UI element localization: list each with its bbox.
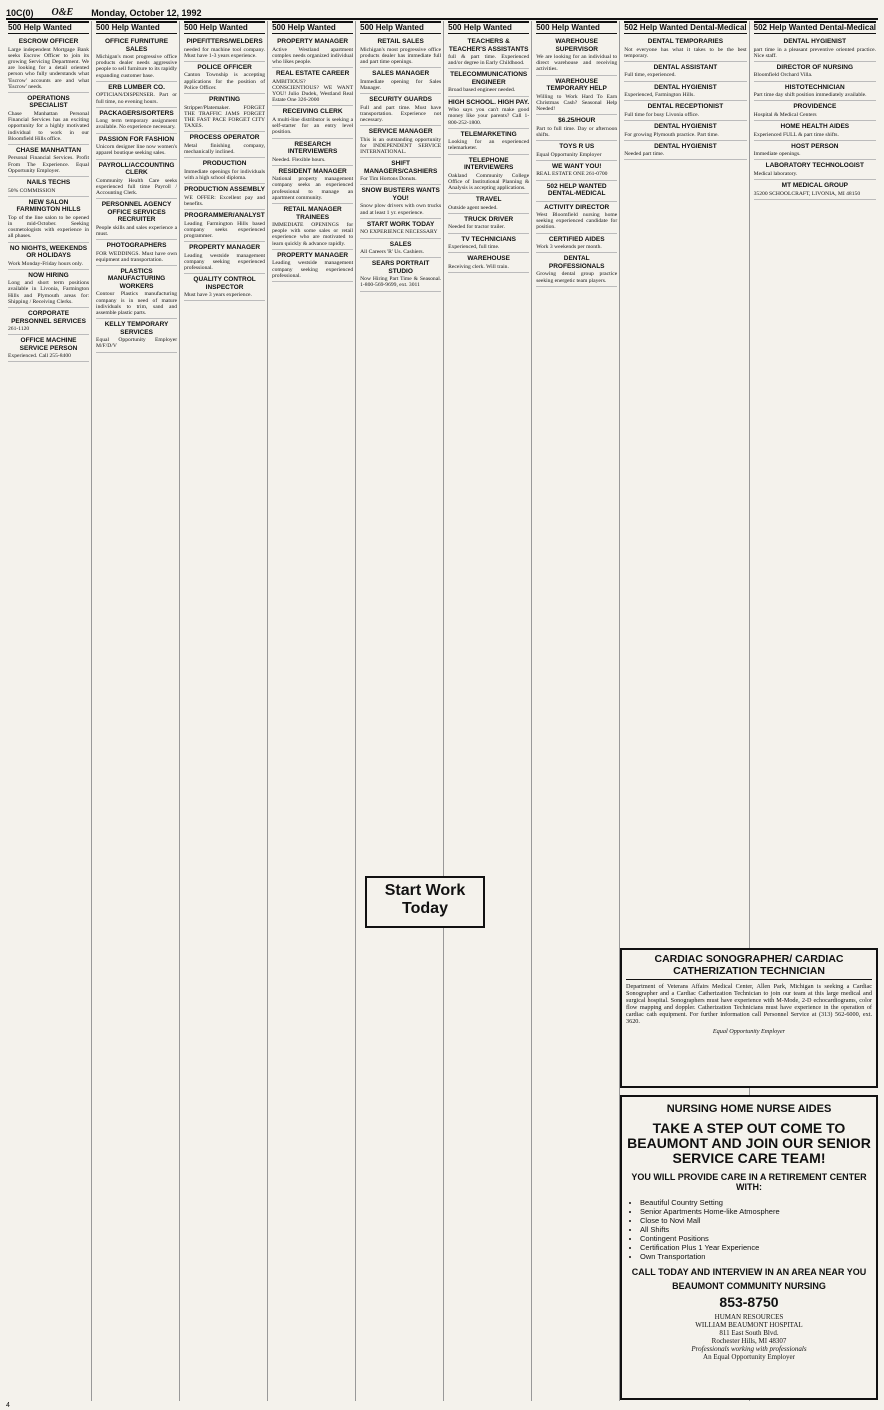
ad-title: TELEMARKETING [460, 130, 517, 138]
ad-title: RETAIL MANAGER TRAINEES [283, 206, 342, 221]
ad-body: Needed part time. [624, 151, 665, 158]
ad-body: Leading Farmington Hills based company seeks experienced programmer. [184, 220, 266, 239]
ad-title: DENTAL HYGIENIST [654, 142, 717, 150]
ad-body: needed for machine tool company. Must have 1-3 years experience. [184, 46, 266, 59]
issue-date: Monday, October 12, 1992 [91, 8, 202, 18]
nursing-ad [620, 1095, 878, 1400]
classified-ad [360, 158, 441, 185]
ad-title: RESEARCH INTERVIEWERS [287, 140, 338, 156]
ad-title: PERSONNEL AGENCY OFFICE SERVICES RECRUITER [101, 201, 172, 224]
classified-ad [536, 141, 617, 161]
ad-body: Michigan's most progressive office products dealer has immediate full and part time openings. [360, 46, 442, 65]
start-work-line2: Today [402, 900, 448, 917]
classified-ad [754, 101, 876, 121]
ad-body: National property management company seeks an experienced professional to manage an apartment community. [272, 176, 354, 201]
nursing-ad-item: • Certification Plus 1 Year Experience [640, 1243, 872, 1252]
ad-body: Now Hiring Part Time & Seasonal. 1-800-569-9699, ext. 3011 [360, 276, 442, 289]
ad-title: PLASTICS MANUFACTURING WORKERS [107, 267, 166, 290]
ad-title: CORPORATE PERSONNEL SERVICES [11, 310, 86, 325]
column-6 [446, 21, 532, 1401]
ad-body: NO EXPERIENCE NECESSARY [360, 229, 438, 236]
column-1 [6, 21, 92, 1401]
classified-ad [96, 82, 177, 108]
ad-title: SALES [389, 240, 412, 248]
classified-ad [272, 204, 353, 250]
classified-ad [96, 319, 177, 352]
classified-ad [96, 160, 177, 200]
ad-title: WAREHOUSE [467, 255, 510, 263]
classified-ad [754, 180, 876, 200]
ad-title: DENTAL HYGIENIST [654, 83, 717, 91]
ad-title: PROPERTY MANAGER [277, 251, 349, 259]
ad-title: WAREHOUSE SUPERVISOR [555, 38, 599, 53]
ad-title: TRAVEL [475, 196, 502, 204]
classified-ad [8, 177, 89, 197]
classified-ad [184, 158, 265, 184]
classified-ad [536, 115, 617, 141]
ad-title: RESIDENT MANAGER [278, 167, 347, 175]
ad-body: People skills and sales experience a must. [96, 224, 178, 237]
classified-ad [624, 36, 746, 62]
ad-title: POLICE OFFICER [197, 63, 252, 71]
ad-body: Immediate openings. [753, 151, 801, 158]
cardiac-ad-eoe: Equal Opportunity Employer [712, 1028, 786, 1035]
nursing-ad-item: • Contingent Positions [640, 1234, 872, 1243]
column-heading: 500 Help Wanted [184, 21, 265, 34]
ad-title: DENTAL TEMPORARIES [647, 38, 724, 45]
classified-ad [360, 68, 441, 94]
classified-ad [184, 36, 265, 62]
ad-title: TOYS R US [559, 143, 595, 151]
ad-title: DENTAL HYGIENIST [783, 38, 847, 45]
classified-ad [624, 82, 746, 102]
ad-title: PRODUCTION ASSEMBLY [184, 186, 265, 194]
classified-ad [8, 335, 89, 362]
ad-title: PHOTOGRAPHERS [106, 242, 167, 250]
ad-title: SEARS PORTRAIT STUDIO [371, 260, 430, 275]
classified-ad [272, 139, 353, 166]
column-heading: 500 Help Wanted [536, 21, 617, 34]
ad-title: NAILS TECHS [26, 179, 71, 187]
ad-title: DENTAL RECEPTIONIST [647, 103, 724, 111]
ad-title: PROVIDENCE [793, 103, 837, 111]
classified-ad [8, 36, 89, 93]
column-4 [270, 21, 356, 1401]
ad-body: Immediate openings for individuals with a high school diploma. [184, 168, 266, 181]
ad-title: OFFICE MACHINE SERVICE PERSON [19, 337, 78, 352]
ad-title: RETAIL SALES [377, 38, 424, 45]
ad-body: Community Health Care seeks experienced full time Payroll / Accounting Clerk. [96, 177, 178, 196]
ad-title: START WORK TODAY [366, 220, 435, 228]
ad-body: Full time for busy Livonia office. [624, 111, 699, 118]
classified-ad [96, 266, 177, 319]
ad-title: HIGH SCHOOL. HIGH PAY. [448, 98, 530, 106]
ad-body: Unicorn designer line now women's apparel boutique seeking sales. [96, 144, 178, 157]
classified-ad [184, 242, 265, 274]
classified-ad [754, 62, 876, 82]
column-heading: 500 Help Wanted [272, 21, 353, 34]
cardiac-ad-title: CARDIAC SONOGRAPHER/ CARDIAC CATHERIZATION TECHNICIAN [626, 954, 872, 980]
ad-title: PROGRAMMER/ANALYST [184, 212, 265, 220]
ad-body: Work 3 weekends per month. [536, 244, 602, 251]
classified-ad [536, 161, 617, 181]
ad-title: HISTOTECHNICIAN [784, 83, 845, 91]
classified-ad [8, 308, 89, 335]
ad-title: SNOW BUSTERS WANTS YOU! [361, 187, 440, 202]
ad-body: Experienced, full time. [448, 244, 500, 251]
classified-ad [754, 141, 876, 161]
ad-title: DIRECTOR OF NURSING [776, 63, 854, 71]
cardiac-ad-body: Department of Veterans Affairs Medical Center, Allen Park, Michigan is seeking a Cardiac Sonographer and a Cardiac Catherization Technician to join our team at this large medical and surgical hospital. Sonographers must have experience with M-Mode, 2-D echocardiograms, color flow mapping and doppler. Catherization Technicians must have experience in the operation of cardiac cath equipment. For further information call Personnel Service at (313) 562-6000, ext. 3620. [626, 983, 872, 1025]
ad-body: IMMEDIATE OPENINGS for people with some sales or retail experience who are motivated to learn quickly & advance rapidly. [272, 222, 354, 247]
ad-body: Part to full time. Day or afternoon shifts. [536, 125, 618, 138]
masthead [6, 4, 878, 20]
classified-ad [448, 253, 529, 273]
ad-body: We are looking for an individual to direct warehouse and receiving activities. [536, 54, 618, 73]
footer-mark: 4 [6, 1402, 10, 1409]
ad-title: SERVICE MANAGER [368, 128, 433, 136]
ad-title: NOW HIRING [28, 271, 69, 279]
classified-ad [624, 101, 746, 121]
ad-title: PRODUCTION [202, 160, 247, 168]
classified-ad [8, 93, 89, 145]
ad-body: Snow plow drivers with own trucks and at least 1 yr. experience. [360, 203, 442, 216]
ad-body: Leading westside management company seeking experienced professional. [184, 252, 266, 272]
classified-ad [272, 166, 353, 204]
ad-title: HOME HEALTH AIDES [780, 123, 850, 131]
ad-title: $6.25/HOUR [558, 117, 596, 125]
ad-title: MT MEDICAL GROUP [781, 182, 848, 190]
classified-ad [360, 258, 441, 291]
column-heading: 500 Help Wanted [448, 21, 529, 34]
classified-ad [448, 36, 529, 69]
nursing-ad-item: • Beautiful Country Setting [640, 1198, 872, 1207]
classified-ad [8, 243, 89, 270]
ad-title: 502 HELP WANTED DENTAL-MEDICAL [546, 182, 607, 198]
ad-body: Equal Opportunity Employer [536, 151, 602, 158]
classified-ad [96, 108, 177, 134]
nursing-ad-title: NURSING HOME NURSE AIDES [666, 1103, 832, 1115]
ad-body: Experienced. Call 255-8400 [8, 353, 71, 360]
ad-title: PAYROLL/ACCOUNTING CLERK [98, 161, 175, 177]
ad-title: CERTIFIED AIDES [548, 235, 605, 243]
nursing-ad-addr1: HUMAN RESOURCES [714, 1313, 784, 1321]
ad-title: HOST PERSON [791, 142, 839, 150]
classified-ad [184, 184, 265, 210]
classified-ad [184, 94, 265, 132]
ad-body: Large independent Mortgage Bank seeks Escrow Officer to join its growing Servicing Department. We are looking for a detail oriented person who fully understands what 'Escrow' accounts are and what 'Escrow' needs. [8, 46, 90, 90]
nursing-ad-headline: TAKE A STEP OUT COME TO BEAUMONT AND JOIN OUR SENIOR SERVICE CARE TEAM! [627, 1120, 871, 1166]
classified-ad [624, 121, 746, 141]
nursing-ad-addr5: Professionals working with professionals [691, 1345, 807, 1353]
paper-name: O&E [51, 7, 74, 18]
ad-body: Full time, experienced. [624, 72, 676, 79]
nursing-ad-addr2: WILLIAM BEAUMONT HOSPITAL [695, 1321, 803, 1329]
ad-body: 50% COMMISSION [8, 187, 56, 194]
ad-body: Leading westside management company seeking experienced professional. [272, 260, 354, 279]
ad-body: Who says you can't make good money like your parents? Call 1-800-252-1800. [448, 107, 530, 126]
classified-ad [754, 160, 876, 180]
nursing-ad-center: BEAUMONT COMMUNITY NURSING [672, 1281, 826, 1291]
ad-body: For growing Plymouth practice. Part time. [624, 131, 719, 138]
classified-ad [448, 155, 529, 195]
classified-ad [360, 219, 441, 239]
ad-body: West Bloomfield nursing home seeking experienced candidate for position. [536, 212, 618, 231]
ad-title: ACTIVITY DIRECTOR [544, 203, 610, 211]
column-heading: 500 Help Wanted [360, 21, 441, 34]
ad-body: Top of the line salon to be opened in mid-October. Seeking cosmetologists with experience in all phases. [8, 214, 90, 240]
nursing-ad-item: • Close to Novi Mall [640, 1216, 872, 1225]
nursing-ad-list [640, 1198, 872, 1261]
ad-title: SALES MANAGER [372, 70, 430, 78]
ad-body: Long term temporary assignment available. No experience necessary. [96, 118, 178, 131]
ad-body: Not everyone has what it takes to be the best temporary. [624, 46, 747, 59]
nursing-ad-item: • Senior Apartments Home-like Atmosphere [640, 1207, 872, 1216]
column-7 [534, 21, 620, 1401]
ad-body: Needed for tractor trailer. [448, 224, 505, 231]
classified-ad [624, 141, 746, 161]
ad-title: LABORATORY TECHNOLOGIST [765, 162, 864, 170]
classified-ad [8, 270, 89, 308]
ad-title: QUALITY CONTROL INSPECTOR [193, 276, 256, 291]
ad-title: SHIFT MANAGERS/CASHIERS [363, 160, 438, 175]
classified-ad [448, 129, 529, 155]
ad-title: TV TECHNICIANS [461, 235, 516, 243]
ad-title: REAL ESTATE CAREER [275, 70, 350, 78]
ad-title: SECURITY GUARDS [369, 96, 432, 104]
ad-title: DENTAL HYGIENIST [654, 123, 717, 131]
ad-body: Experienced, Farmington Hills. [624, 92, 695, 99]
classified-ad [448, 214, 529, 234]
ad-title: PROPERTY MANAGER [189, 244, 261, 252]
classified-ad [448, 97, 529, 129]
classified-ad [536, 202, 617, 234]
ad-title: DENTAL ASSISTANT [653, 63, 718, 71]
ad-body: Experienced FULL & part time shifts. [753, 131, 839, 138]
ad-body: Metal finishing company, mechanically inclined. [184, 142, 266, 156]
ad-title: WE WANT YOU! [552, 162, 602, 170]
ad-title: PACKAGERS/SORTERS [99, 109, 174, 117]
classified-ad [272, 68, 353, 106]
nursing-ad-item: • All Shifts [640, 1225, 872, 1234]
ad-body: FOR WEDDINGS. Must have own equipment and transportation. [96, 250, 178, 263]
column-3 [182, 21, 268, 1401]
ad-body: part time in a pleasant preventive oriented practice. Nice staff. [753, 46, 877, 59]
classified-ad [536, 76, 617, 116]
nursing-ad-addr4: Rochester Hills, MI 48307 [711, 1337, 787, 1345]
ad-body: Hospital & Medical Centers [753, 111, 817, 118]
classified-ad [448, 234, 529, 254]
nursing-ad-addr3: 811 East South Blvd. [719, 1329, 779, 1337]
ad-body: Oakland Community College Office of Institutional Planning & Analysis is accepting applications. [448, 172, 530, 192]
classified-ad [8, 145, 89, 177]
ad-body: Receiving clerk. Will train. [448, 263, 509, 270]
column-heading: 500 Help Wanted [8, 21, 89, 34]
ad-title: TELECOMMUNICATIONS ENGINEER [450, 71, 528, 86]
ad-body: OPTICIAN/DISPENSER. Part or full time, no evening hours. [96, 92, 178, 105]
ad-body: Contour Plastics manufacturing company is in need of mature individuals to trim, sand and assemble plastic parts. [96, 291, 178, 317]
classified-ad [184, 210, 265, 242]
classified-ad [360, 126, 441, 158]
classified-ad [96, 134, 177, 160]
ad-title: PROCESS OPERATOR [189, 134, 260, 142]
classified-ad [96, 240, 177, 266]
ad-title: WAREHOUSE TEMPORARY HELP [546, 77, 607, 93]
classified-ad [448, 69, 529, 96]
classified-ad [536, 234, 617, 254]
ad-body: This is an outstanding opportunity for INDEPENDENT SERVICE INTERNATIONAL. [360, 136, 442, 156]
ad-body: Equal Opportunity Employer M/F/D/V [96, 337, 178, 350]
ad-body: Full and part time. Must have transportation. Experience not necessary. [360, 104, 442, 123]
ad-title: ERB LUMBER CO. [108, 83, 165, 91]
start-work-line1: Start Work [384, 882, 466, 899]
ad-title: TRUCK DRIVER [464, 215, 514, 223]
classified-ad [272, 106, 353, 138]
classified-ad [8, 197, 89, 243]
ad-body: Part time day shift position immediately available. [753, 92, 867, 99]
ad-title: PRINTING [209, 96, 241, 104]
classified-ad [754, 82, 876, 102]
ad-body: 261-1120 [8, 326, 30, 333]
classified-ad [448, 194, 529, 214]
ad-body: Chase Manhattan Personal Financial Services has an exciting opportunity for a highly motivated individual to work in our Bloomfield Hills office. [8, 110, 90, 142]
classified-ad [360, 185, 441, 218]
ad-body: Medical laboratory. [753, 170, 798, 177]
ad-title: CHASE MANHATTAN [15, 146, 82, 154]
ad-body: full & part time. Experienced and/or degree in Early Childhood. [448, 54, 530, 67]
nursing-ad-phone: 853-8750 [719, 1294, 779, 1310]
ad-body: 35200 SCHOOLCRAFT, LIVONIA, MI 48150 [753, 190, 861, 197]
ad-body: Immediate opening for Sales Manager. [360, 78, 442, 91]
ad-title: KELLY TEMPORARY SERVICES [104, 321, 169, 336]
ad-body: Michigan's most progressive office products dealer needs aggressive people to sell furniture to its rapidly expanding customer base. [96, 54, 178, 79]
ad-title: NEW SALON FARMINGTON HILLS [16, 198, 81, 214]
classified-ad [360, 239, 441, 259]
ad-body: Growing dental group practice seeking energetic team players. [536, 271, 618, 284]
page-number: 10C(0) [6, 8, 34, 18]
ad-body: Outside agent needed. [448, 204, 498, 211]
classified-ad [272, 250, 353, 282]
nursing-ad-offer: YOU WILL PROVIDE CARE IN A RETIREMENT CENTER WITH: [631, 1172, 867, 1192]
ad-title: RECEIVING CLERK [282, 108, 343, 116]
classified-ad [360, 36, 441, 68]
classified-ad [96, 36, 177, 82]
classified-ad [754, 121, 876, 141]
classified-ad [184, 62, 265, 94]
column-2 [94, 21, 180, 1401]
ad-title: OPERATIONS SPECIALIST [27, 94, 70, 110]
cardiac-ad [620, 948, 878, 1088]
ad-body: WE OFFER: Excellent pay and benefits. [184, 194, 266, 207]
ad-body: Broad based engineer needed. [448, 87, 516, 94]
ad-title: ESCROW OFFICER [18, 38, 79, 45]
ad-body: Stripper/Platemaker. FORGET THE TRAFFIC JAMS FORGET THE FAST PACE FORGET CITY TAXES. [184, 104, 266, 130]
ad-body: Needed. Flexible hours. [272, 156, 326, 163]
ad-body: Work Monday-Friday hours only. [8, 260, 84, 267]
ad-body: Long and short term positions available in Livonia, Farmington Hills and Plymouth areas for: Shipping / Receiving Clerks. [8, 280, 90, 305]
nursing-ad-call: CALL TODAY AND INTERVIEW IN AN AREA NEAR YOU [631, 1267, 867, 1277]
column-heading: 502 Help Wanted Dental-Medical [753, 23, 877, 32]
classified-ad [536, 36, 617, 76]
ad-body: Active Westland apartment complex needs organized individual who likes people. [272, 46, 354, 65]
ad-body: Willing to Work Hard To Earn Christmas Cash? Seasonal Help Needed! [536, 93, 618, 113]
classified-ad [96, 199, 177, 240]
ad-body: Canton Township is accepting applications for the position of Police Officer. [184, 72, 266, 91]
ad-body: AMBITIOUS? CONSCIENTIOUS? WE WANT YOU! Julio Dudek, Westland Real Estate One 326-2000 [272, 78, 354, 104]
ad-body: A multi-line distributor is seeking a self-starter for an entry level position. [272, 116, 354, 136]
ad-body: Must have 3 years experience. [184, 292, 252, 299]
classified-ad [184, 274, 265, 301]
ad-body: Bloomfield Orchard Villa. [753, 72, 813, 79]
nursing-ad-eoe: An Equal Opportunity Employer [703, 1353, 795, 1361]
ad-body: Personal Financial Services. Profit From The Experience. Equal Opportunity Employer. [8, 155, 90, 174]
ad-body: All Careers 'R' Us. Cashiers. [360, 249, 424, 256]
nursing-ad-item: • Own Transportation [640, 1252, 872, 1261]
classified-ad [272, 36, 353, 68]
ad-title: PIPEFITTERS/WELDERS [186, 38, 263, 45]
ad-title: OFFICE FURNITURE SALES [104, 38, 169, 53]
classified-ad [536, 253, 617, 286]
classified-ad [624, 62, 746, 82]
ad-title: PASSION FOR FASHION [99, 135, 175, 143]
ad-body: REAL ESTATE ONE 261-0700 [536, 171, 608, 178]
ad-title: PROPERTY MANAGER [277, 38, 349, 45]
ad-title: TEACHERS & TEACHER'S ASSISTANTS [448, 38, 529, 53]
start-work-ad [365, 876, 485, 928]
column-heading: 502 Help Wanted Dental-Medical [624, 23, 747, 32]
classified-ad [754, 36, 876, 62]
column-heading: 500 Help Wanted [96, 21, 177, 34]
column-5 [358, 21, 444, 1401]
classified-ad [184, 132, 265, 158]
ad-body: For Tim Hortons Donuts. [360, 176, 417, 183]
classified-ad [360, 94, 441, 126]
ad-title: DENTAL PROFESSIONALS [548, 255, 605, 270]
ad-body: Looking for an experienced telemarketer. [448, 139, 530, 152]
ad-title: TELEPHONE INTERVIEWERS [463, 156, 514, 172]
classified-ad [536, 181, 617, 202]
ad-title: NO NIGHTS, WEEKENDS OR HOLIDAYS [9, 244, 88, 260]
